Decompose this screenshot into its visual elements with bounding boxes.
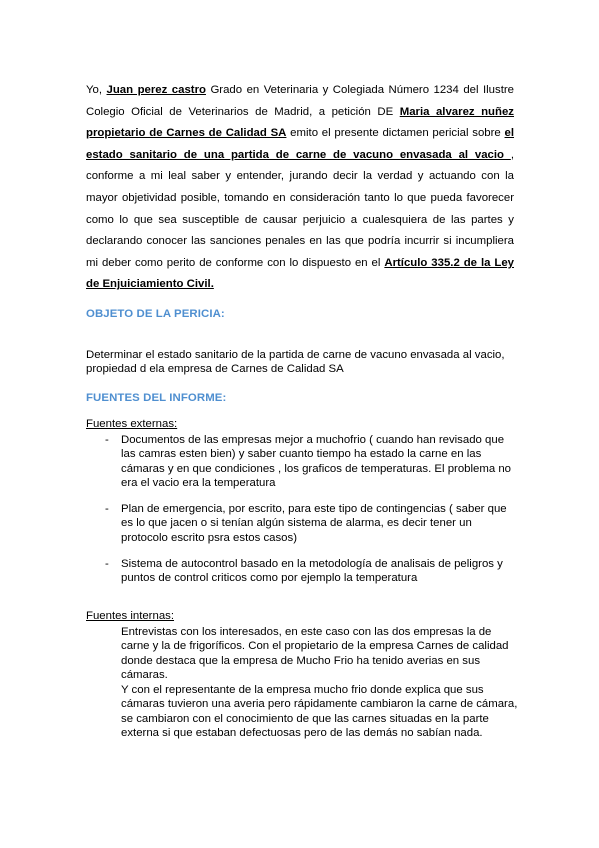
objeto-heading: OBJETO DE LA PERICIA: xyxy=(86,308,225,320)
internas-paragraph-1: Entrevistas con los interesados, en este caso con las dos empresas la de carne y la de frigoríficos. Con el propietario de la empresa Carnes de calidad donde destaca que la empresa de Mucho Frio ha tenido averias en sus cámaras. xyxy=(121,626,509,682)
intro-paragraph xyxy=(86,80,514,296)
objeto-text: Determinar el estado sanitario de la partida de carne de vacuno envasada al vacio, propiedad d ela empresa de Carnes de Calidad SA xyxy=(86,349,505,376)
list-dash: - xyxy=(105,434,109,446)
list-item-text: Documentos de las empresas mejor a muchofrio ( cuando han revisado que las camras esten bien) y saber cuanto tiempo ha estado la carne en las cámaras y en que condiciones , los graficos de temperaturas. El problema no era el vacio era la temperatura xyxy=(121,434,512,490)
intro-text-2: Grado en Veterinaria y Colegiada Número 1234 del Ilustre Colegio Oficial de Veterinarios de Madrid, a petición DE xyxy=(86,84,514,118)
list-dash: - xyxy=(105,558,109,570)
list-dash: - xyxy=(105,503,109,515)
fuentes-heading: FUENTES DEL INFORME: xyxy=(86,392,227,404)
list-item-text: Sistema de autocontrol basado en la metodología de analisais de peligros y puntos de control criticos como por ejemplo la temperatura xyxy=(121,558,503,585)
report-subject: el estado sanitario de una partida de carne de vacuno envasada al vacio xyxy=(86,127,515,161)
internas-paragraph-2: Y con el representante de la empresa mucho frio donde explica que sus cámaras tuvieron una averia pero rápidamente cambiaron la carne de cámara, se cambiaron con el conocimiento de que las carnes situadas en la parte externa si que estaban defectuosas pero de las demás no sabían nada. xyxy=(121,684,518,740)
fuentes-externas-label: Fuentes externas: xyxy=(86,418,178,430)
list-item-text: Plan de emergencia, por escrito, para este tipo de contingencias ( saber que es lo que jacen o si tenían algún sistema de alarma, es decir tener un protocolo escrito psra estos casos) xyxy=(121,503,507,544)
intro-text-4: , conforme a mi leal saber y entender, jurando decir la verdad y actuando con la mayor objetividad posible, tomando en consideración tanto lo que pueda favorecer como lo que sea susceptible de causar perjuicio a cualesquiera de las partes y declarando conocer las sanciones penales en las que podría incurrir si incumpliera mi deber como perito de conforme con lo dispuesto en el xyxy=(86,148,514,269)
law-reference: Artículo 335.2 de la Ley de Enjuiciamiento Civil. xyxy=(86,256,514,291)
expert-name: Juan perez castro xyxy=(106,84,206,96)
intro-text-1: Yo, xyxy=(86,84,107,96)
fuentes-internas-label: Fuentes internas: xyxy=(86,610,175,622)
requester-name: Maria alvarez nuñez propietario de Carnes de Calidad SA xyxy=(86,105,515,140)
intro-text-3: emito el presente dictamen pericial sobre xyxy=(286,127,505,140)
